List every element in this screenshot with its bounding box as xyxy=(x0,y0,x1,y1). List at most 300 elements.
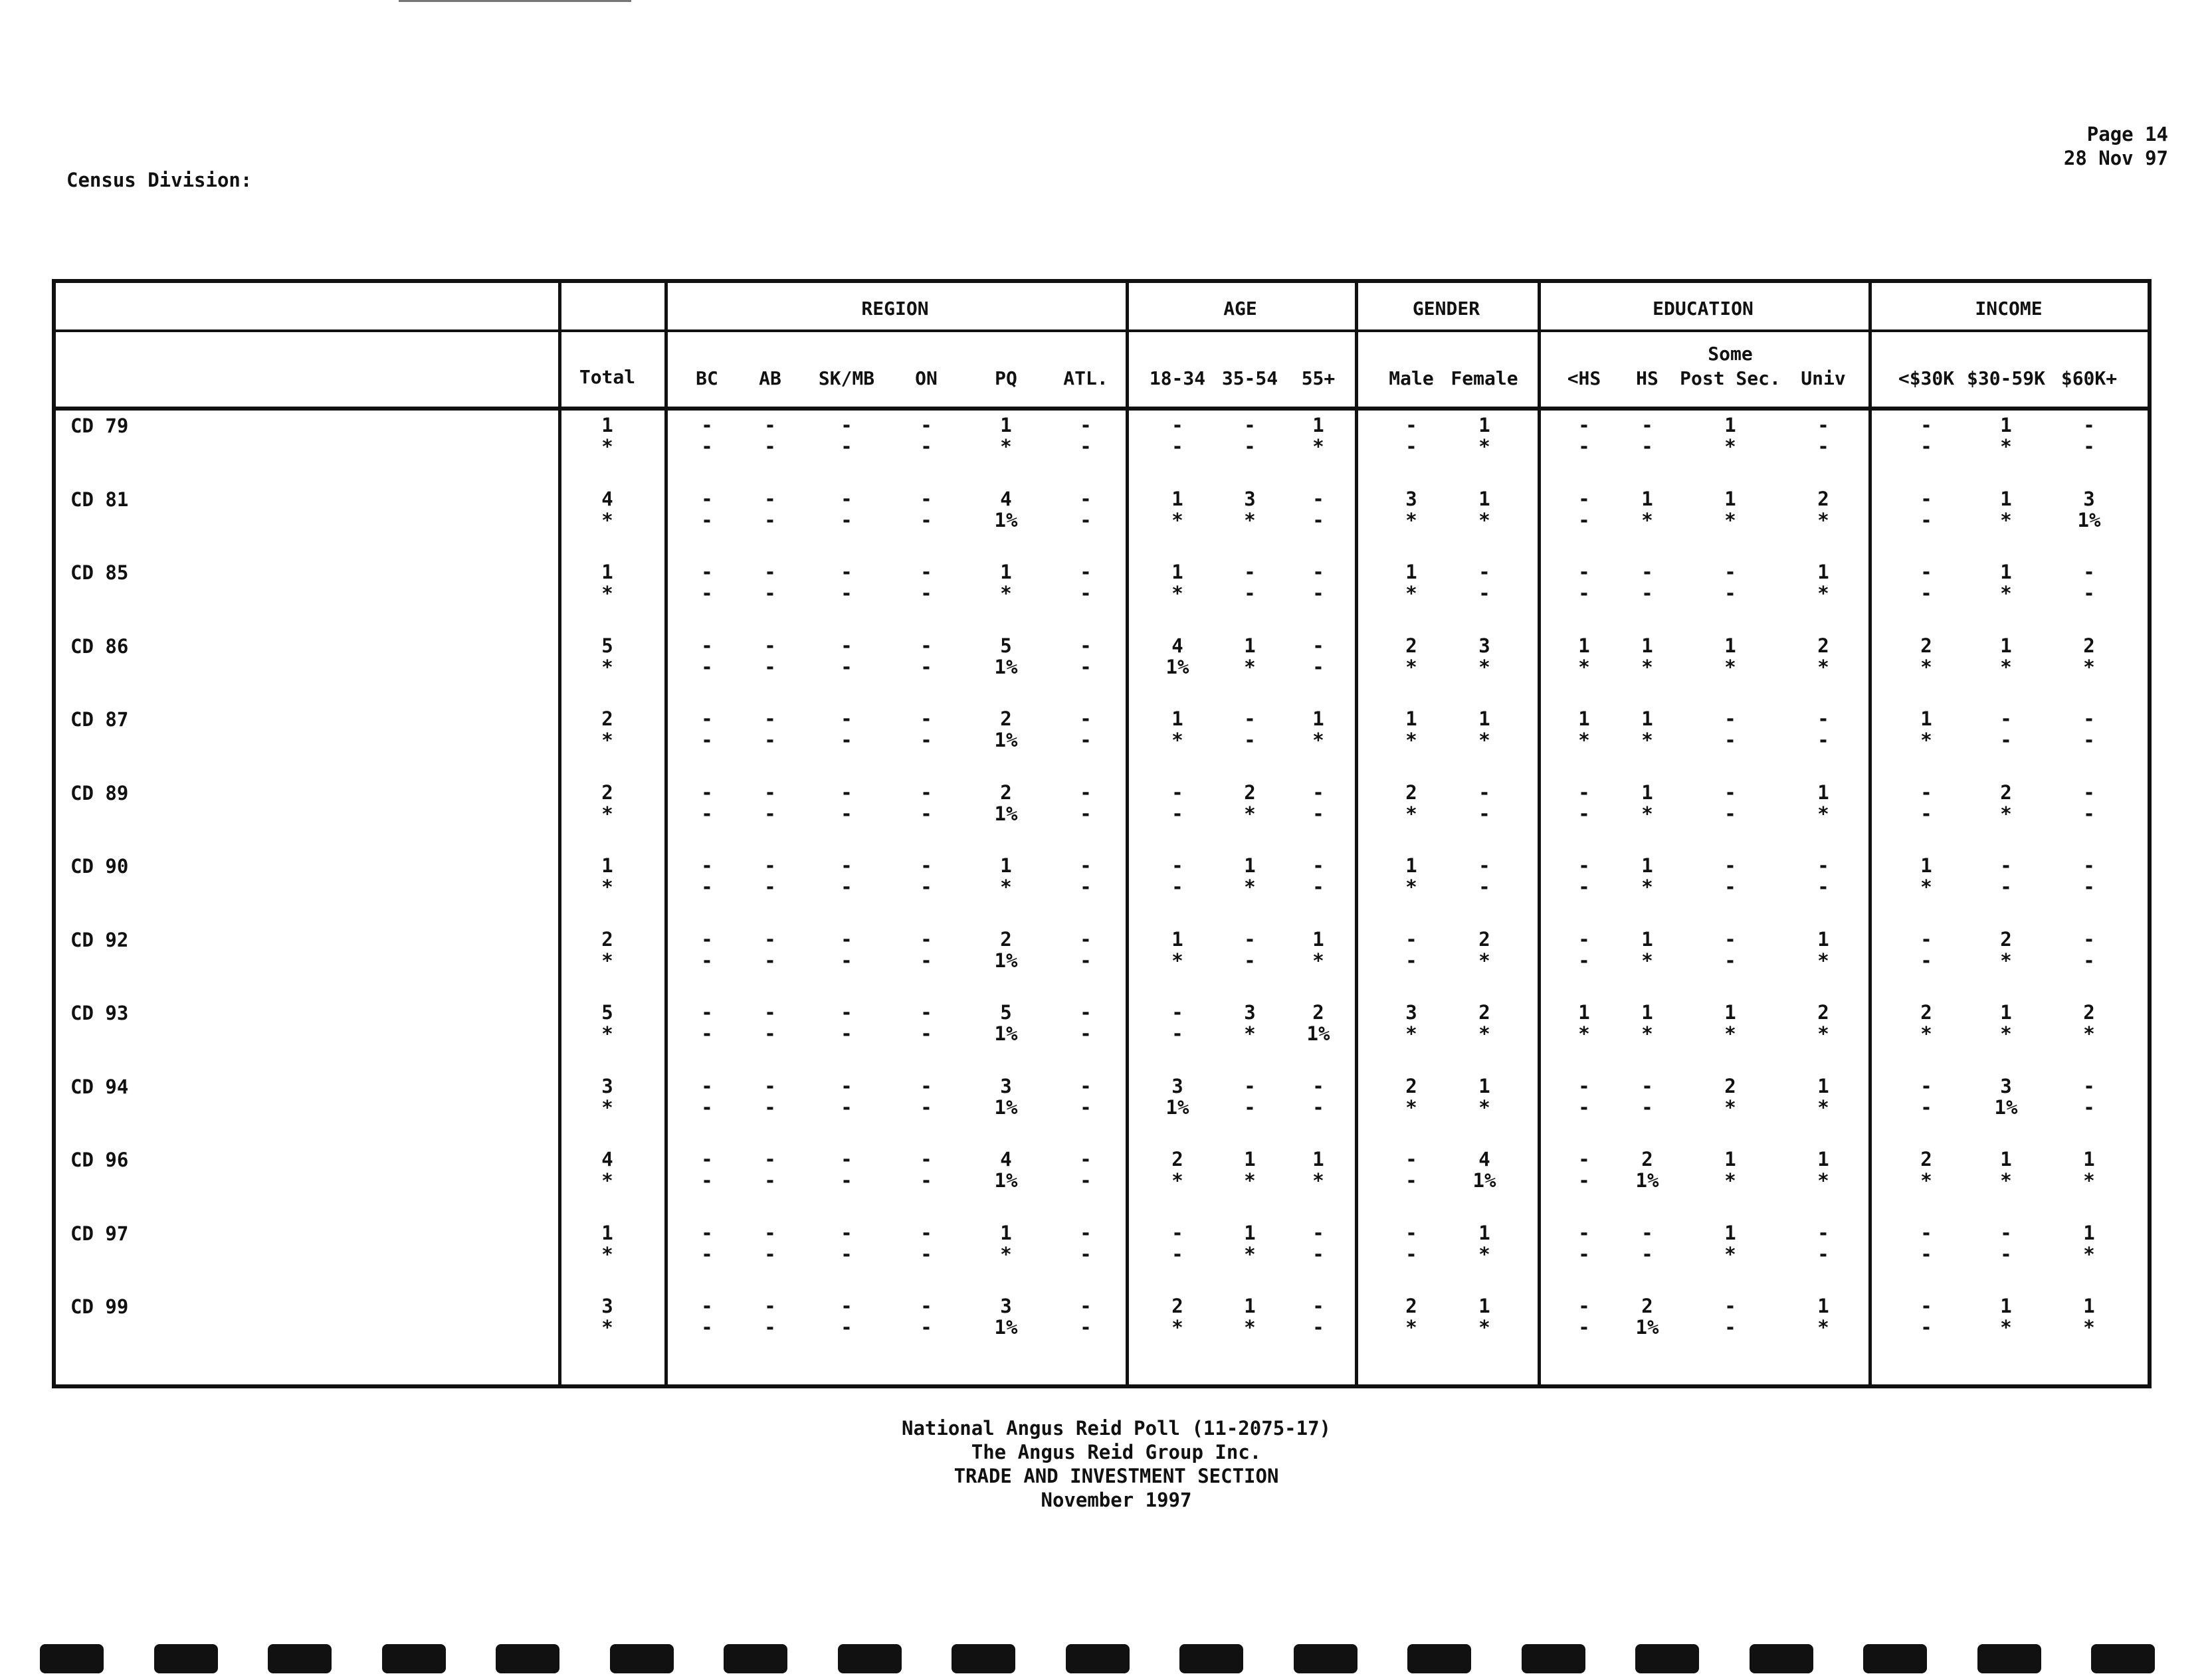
cell-count: 1 xyxy=(1312,927,1324,951)
row-label: CD 85 xyxy=(70,561,129,584)
table-cell xyxy=(1278,929,1358,971)
cell-percent: * xyxy=(1817,1095,1829,1119)
cell-percent: - xyxy=(1478,876,1490,898)
cell-percent: - xyxy=(841,802,853,825)
cell-percent: * xyxy=(2083,1022,2095,1045)
table-cell xyxy=(567,1149,647,1191)
cell-count: 4 xyxy=(1171,634,1183,657)
cell-percent: - xyxy=(1920,1242,1932,1265)
table-cell xyxy=(567,782,647,824)
cell-count: 1 xyxy=(1312,1148,1324,1170)
cell-count: - xyxy=(841,561,853,583)
cell-count: 1 xyxy=(1920,854,1932,877)
cell-count: 4 xyxy=(1000,1148,1012,1170)
cell-percent: * xyxy=(2000,949,2012,972)
cell-count: - xyxy=(1920,927,1932,951)
table-cell xyxy=(730,1075,810,1118)
cell-count: - xyxy=(1405,1221,1417,1244)
cell-percent: * xyxy=(1312,949,1324,972)
cell-count: 2 xyxy=(2083,1001,2095,1024)
perforation-hole xyxy=(496,1644,559,1673)
row-label: CD 92 xyxy=(70,928,129,951)
cell-count: - xyxy=(701,414,713,436)
perforation-hole xyxy=(1179,1644,1243,1673)
cell-count: 2 xyxy=(1920,634,1932,657)
table-cell xyxy=(1046,1002,1126,1044)
cell-count: - xyxy=(920,634,932,657)
cell-count: - xyxy=(1724,781,1736,804)
perforation-hole xyxy=(1863,1644,1927,1673)
row-label: CD 87 xyxy=(70,708,129,731)
cell-count: 1 xyxy=(1724,1148,1736,1170)
cell-percent: 1% xyxy=(1165,655,1189,678)
cell-count: - xyxy=(764,781,776,804)
cell-count: 1 xyxy=(1817,781,1829,804)
table-cell xyxy=(1966,635,2046,678)
cell-percent: - xyxy=(1312,508,1324,531)
cell-percent: * xyxy=(1244,876,1256,898)
table-cell xyxy=(1138,708,1217,751)
cell-percent: * xyxy=(1405,802,1417,825)
table-cell xyxy=(966,1002,1046,1044)
cell-percent: - xyxy=(920,1022,932,1045)
cell-count: 4 xyxy=(1000,487,1012,510)
cell-percent: * xyxy=(1405,655,1417,678)
table-cell xyxy=(1210,929,1290,971)
cell-percent: - xyxy=(841,655,853,678)
table-cell xyxy=(1783,782,1863,824)
cell-count: 1 xyxy=(2000,1148,2012,1170)
cell-count: 1 xyxy=(1817,561,1829,583)
cell-count: - xyxy=(701,707,713,730)
group-header-region: REGION xyxy=(861,298,929,320)
cell-count: - xyxy=(1641,414,1653,436)
table-cell xyxy=(730,488,810,531)
table-cell xyxy=(2049,415,2129,457)
cell-count: 1 xyxy=(2083,1221,2095,1244)
table-cell xyxy=(1046,1149,1126,1191)
cell-count: 1 xyxy=(601,414,613,436)
cell-count: - xyxy=(841,781,853,804)
table-cell xyxy=(1783,1075,1863,1118)
table-cell xyxy=(886,1149,966,1191)
table-cell xyxy=(730,1295,810,1338)
column-header-univ: Univ xyxy=(1801,367,1846,389)
cell-count: 3 xyxy=(1478,634,1490,657)
cell-percent: * xyxy=(1817,1169,1829,1192)
cell-percent: - xyxy=(764,1316,776,1339)
cell-count: - xyxy=(701,781,713,804)
table-cell xyxy=(1046,1075,1126,1118)
table-cell xyxy=(886,415,966,457)
cell-count: - xyxy=(1080,1295,1092,1317)
cell-percent: * xyxy=(1641,655,1653,678)
table-cell xyxy=(1371,708,1451,751)
cell-count: 1 xyxy=(1478,1295,1490,1317)
cell-percent: * xyxy=(1171,1316,1183,1339)
cell-count: - xyxy=(1478,561,1490,583)
cell-percent: * xyxy=(1724,508,1736,531)
cell-percent: - xyxy=(1171,876,1183,898)
cell-count: - xyxy=(1578,1148,1590,1170)
cell-count: - xyxy=(1405,927,1417,951)
cell-percent: - xyxy=(1080,508,1092,531)
cell-percent: * xyxy=(2083,1242,2095,1265)
table-cell xyxy=(1278,855,1358,897)
cell-percent: 1% xyxy=(994,655,1018,678)
cell-percent: 1% xyxy=(994,1316,1018,1339)
table-cell xyxy=(966,1075,1046,1118)
table-cell xyxy=(1886,708,1966,751)
cell-percent: - xyxy=(764,802,776,825)
cell-percent: - xyxy=(2083,949,2095,972)
cell-percent: * xyxy=(1920,655,1932,678)
table-cell xyxy=(1138,488,1217,531)
cell-percent: * xyxy=(1171,949,1183,972)
table-cell xyxy=(1607,855,1687,897)
table-cell xyxy=(1278,1295,1358,1338)
table-cell xyxy=(2049,708,2129,751)
cell-percent: 1% xyxy=(994,1022,1018,1045)
cell-percent: - xyxy=(1478,582,1490,605)
table-cell xyxy=(1607,1002,1687,1044)
table-cell xyxy=(807,1075,886,1118)
footer-company: The Angus Reid Group Inc. xyxy=(971,1441,1262,1463)
cell-percent: - xyxy=(1920,435,1932,458)
cell-count: - xyxy=(701,634,713,657)
cell-count: 2 xyxy=(1920,1001,1932,1024)
cell-count: - xyxy=(701,927,713,951)
cell-count: - xyxy=(1171,1001,1183,1024)
perforation-hole xyxy=(838,1644,902,1673)
cell-percent: - xyxy=(764,729,776,751)
cell-count: - xyxy=(920,561,932,583)
table-cell xyxy=(567,1222,647,1265)
cell-percent: * xyxy=(1817,1022,1829,1045)
cell-count: 2 xyxy=(1312,1001,1324,1024)
cell-percent: * xyxy=(1312,435,1324,458)
perforation-hole xyxy=(2091,1644,2155,1673)
report-date: 28 Nov 97 xyxy=(2063,147,2168,169)
cell-count: 1 xyxy=(1312,414,1324,436)
cell-percent: - xyxy=(1817,1242,1829,1265)
table-cell xyxy=(1278,1222,1358,1265)
column-header-18-34: 18-34 xyxy=(1149,367,1206,389)
table-cell xyxy=(886,782,966,824)
cell-count: - xyxy=(920,1001,932,1024)
cell-percent: * xyxy=(1405,508,1417,531)
table-cell xyxy=(730,1149,810,1191)
cell-percent: - xyxy=(764,1095,776,1119)
table-cell xyxy=(1607,929,1687,971)
table-cell xyxy=(886,561,966,604)
table-cell xyxy=(1278,561,1358,604)
cell-percent: - xyxy=(1641,435,1653,458)
cell-count: 1 xyxy=(1724,1221,1736,1244)
cell-percent: * xyxy=(1244,1316,1256,1339)
cell-count: 1 xyxy=(1641,707,1653,730)
table-cell xyxy=(807,635,886,678)
perforation-hole xyxy=(1066,1644,1130,1673)
table-cell xyxy=(730,561,810,604)
cell-count: - xyxy=(1080,1221,1092,1244)
cell-percent: - xyxy=(764,949,776,972)
cell-count: 2 xyxy=(1000,707,1012,730)
cell-count: - xyxy=(701,1001,713,1024)
table-cell xyxy=(567,929,647,971)
cell-count: - xyxy=(1641,1221,1653,1244)
cell-percent: - xyxy=(841,949,853,972)
cell-count: - xyxy=(1171,1221,1183,1244)
cell-percent: - xyxy=(764,582,776,605)
cell-percent: - xyxy=(920,1242,932,1265)
cell-count: - xyxy=(1080,781,1092,804)
perforation-hole xyxy=(1977,1644,2041,1673)
table-cell xyxy=(1138,635,1217,678)
table-cell xyxy=(567,415,647,457)
table-cell xyxy=(886,1295,966,1338)
cell-count: 1 xyxy=(1641,1001,1653,1024)
table-cell xyxy=(1607,415,1687,457)
table-cell xyxy=(567,1075,647,1118)
table-cell xyxy=(1445,708,1524,751)
cell-percent: * xyxy=(1000,1242,1012,1265)
cell-percent: - xyxy=(1578,508,1590,531)
table-cell xyxy=(1690,1075,1770,1118)
cell-percent: * xyxy=(1817,802,1829,825)
cell-count: 2 xyxy=(1405,1295,1417,1317)
cell-percent: * xyxy=(1244,655,1256,678)
table-cell xyxy=(1210,561,1290,604)
table-cell xyxy=(1783,1149,1863,1191)
table-cell xyxy=(1210,635,1290,678)
cell-percent: - xyxy=(841,582,853,605)
cell-count: - xyxy=(1244,927,1256,951)
cell-percent: - xyxy=(701,508,713,531)
table-cell xyxy=(1210,1222,1290,1265)
cell-percent: * xyxy=(1478,949,1490,972)
cell-percent: * xyxy=(1478,435,1490,458)
cell-count: - xyxy=(920,1074,932,1097)
cell-count: 3 xyxy=(2083,487,2095,510)
table-cell xyxy=(1371,782,1451,824)
cell-percent: * xyxy=(1817,949,1829,972)
table-cell xyxy=(807,929,886,971)
cell-percent: - xyxy=(1578,435,1590,458)
cell-percent: * xyxy=(1000,876,1012,898)
cell-percent: - xyxy=(2083,1095,2095,1119)
cell-count: - xyxy=(841,1148,853,1170)
cell-count: - xyxy=(1080,707,1092,730)
cell-count: - xyxy=(1920,414,1932,436)
table-cell xyxy=(1278,1149,1358,1191)
cell-percent: - xyxy=(1080,1242,1092,1265)
cell-count: - xyxy=(1724,854,1736,877)
table-cell xyxy=(966,488,1046,531)
perforation-hole xyxy=(382,1644,446,1673)
cell-count: 1 xyxy=(1244,1221,1256,1244)
cell-percent: * xyxy=(1817,582,1829,605)
table-cell xyxy=(1278,1002,1358,1044)
perforation-hole xyxy=(268,1644,332,1673)
group-header-income: INCOME xyxy=(1975,298,2043,320)
cell-percent: - xyxy=(701,1022,713,1045)
cell-count: 1 xyxy=(1724,487,1736,510)
cell-percent: - xyxy=(920,949,932,972)
table-cell xyxy=(1886,1002,1966,1044)
table-cell xyxy=(1690,929,1770,971)
cell-count: 1 xyxy=(2083,1148,2095,1170)
table-cell xyxy=(1046,929,1126,971)
cell-count: - xyxy=(764,634,776,657)
cell-count: - xyxy=(1405,414,1417,436)
cell-count: - xyxy=(1578,854,1590,877)
table-cell xyxy=(1690,415,1770,457)
cell-percent: 1% xyxy=(994,729,1018,751)
table-cell xyxy=(886,1002,966,1044)
cell-count: 1 xyxy=(1641,781,1653,804)
table-cell xyxy=(2049,1002,2129,1044)
perforation-hole xyxy=(1522,1644,1585,1673)
cell-count: 2 xyxy=(2000,781,2012,804)
cell-count: 2 xyxy=(2000,927,2012,951)
table-cell xyxy=(1690,1222,1770,1265)
perforation-hole xyxy=(952,1644,1015,1673)
row-label: CD 89 xyxy=(70,781,129,804)
cell-percent: * xyxy=(601,1022,613,1045)
cell-count: - xyxy=(1405,1148,1417,1170)
cell-percent: * xyxy=(1478,1095,1490,1119)
table-cell xyxy=(1607,561,1687,604)
cell-count: - xyxy=(1080,487,1092,510)
cell-percent: * xyxy=(1724,435,1736,458)
cell-count: 1 xyxy=(1578,634,1590,657)
cell-percent: - xyxy=(1171,435,1183,458)
cell-count: - xyxy=(2083,927,2095,951)
cell-percent: - xyxy=(1478,802,1490,825)
cell-count: - xyxy=(1080,927,1092,951)
cell-percent: - xyxy=(1920,949,1932,972)
cell-percent: * xyxy=(1478,729,1490,751)
cell-percent: - xyxy=(841,1169,853,1192)
cell-percent: - xyxy=(1405,1169,1417,1192)
cell-percent: - xyxy=(701,729,713,751)
cell-percent: * xyxy=(1000,435,1012,458)
table-cell xyxy=(1138,561,1217,604)
cell-percent: - xyxy=(764,655,776,678)
cell-percent: - xyxy=(1080,1022,1092,1045)
perforation-strip xyxy=(40,1644,2193,1679)
table-cell xyxy=(1690,561,1770,604)
cell-percent: - xyxy=(1405,949,1417,972)
cell-percent: * xyxy=(1405,876,1417,898)
cell-count: - xyxy=(701,561,713,583)
cell-count: 1 xyxy=(1641,487,1653,510)
cell-percent: - xyxy=(1724,876,1736,898)
table-cell xyxy=(730,855,810,897)
cell-count: 1 xyxy=(1817,1074,1829,1097)
perforation-hole xyxy=(40,1644,104,1673)
cell-count: 2 xyxy=(1478,927,1490,951)
table-cell xyxy=(886,635,966,678)
cell-count: 1 xyxy=(1244,634,1256,657)
table-cell xyxy=(966,855,1046,897)
table-cell xyxy=(966,782,1046,824)
cell-count: - xyxy=(1578,561,1590,583)
cell-percent: - xyxy=(2083,435,2095,458)
cell-count: 1 xyxy=(1171,487,1183,510)
cell-count: 2 xyxy=(1817,1001,1829,1024)
cell-percent: * xyxy=(1724,655,1736,678)
cell-count: 1 xyxy=(2000,634,2012,657)
cell-count: 1 xyxy=(1641,634,1653,657)
row-label: CD 81 xyxy=(70,488,129,511)
cell-count: - xyxy=(2083,781,2095,804)
table-cell xyxy=(1046,561,1126,604)
table-cell xyxy=(1046,1222,1126,1265)
table-cell xyxy=(1690,782,1770,824)
table-cell xyxy=(2049,635,2129,678)
table-cell xyxy=(567,708,647,751)
cell-count: 2 xyxy=(1724,1074,1736,1097)
cell-count: - xyxy=(1724,1295,1736,1317)
table-cell xyxy=(1046,488,1126,531)
cell-count: 2 xyxy=(1920,1148,1932,1170)
cell-count: - xyxy=(2000,1221,2012,1244)
table-cell xyxy=(567,1295,647,1338)
cell-count: - xyxy=(920,854,932,877)
cell-count: 3 xyxy=(1244,1001,1256,1024)
table-cell xyxy=(1278,708,1358,751)
table-cell xyxy=(730,1222,810,1265)
column-divider xyxy=(1868,283,1872,1384)
table-cell xyxy=(1966,708,2046,751)
cell-count: - xyxy=(1080,414,1092,436)
cell-count: - xyxy=(1244,707,1256,730)
cell-percent: - xyxy=(764,1242,776,1265)
column-divider xyxy=(1126,283,1129,1384)
cell-percent: - xyxy=(1641,1242,1653,1265)
cell-count: 2 xyxy=(1641,1295,1653,1317)
column-divider xyxy=(1538,283,1541,1384)
table-cell xyxy=(1886,929,1966,971)
table-cell xyxy=(730,1002,810,1044)
table-cell xyxy=(1445,1002,1524,1044)
cell-count: - xyxy=(1920,561,1932,583)
cell-percent: - xyxy=(1578,1242,1590,1265)
cell-percent: * xyxy=(1171,508,1183,531)
table-cell xyxy=(1138,1075,1217,1118)
cell-count: 1 xyxy=(1312,707,1324,730)
cell-percent: * xyxy=(1920,1022,1932,1045)
column-header-sk-mb: SK/MB xyxy=(818,367,875,389)
cell-percent: * xyxy=(1817,655,1829,678)
cell-percent: * xyxy=(1312,729,1324,751)
cell-percent: * xyxy=(601,508,613,531)
cell-percent: - xyxy=(1080,1169,1092,1192)
table-cell xyxy=(1210,1075,1290,1118)
cell-count: - xyxy=(1920,1074,1932,1097)
footer xyxy=(664,1416,1568,1512)
cell-count: - xyxy=(701,1221,713,1244)
cell-count: 3 xyxy=(1171,1074,1183,1097)
cell-count: 2 xyxy=(2083,634,2095,657)
cell-count: - xyxy=(1641,1074,1653,1097)
cell-percent: 1% xyxy=(1165,1095,1189,1119)
cell-count: 1 xyxy=(601,1221,613,1244)
cell-percent: * xyxy=(601,949,613,972)
cell-percent: - xyxy=(1244,582,1256,605)
